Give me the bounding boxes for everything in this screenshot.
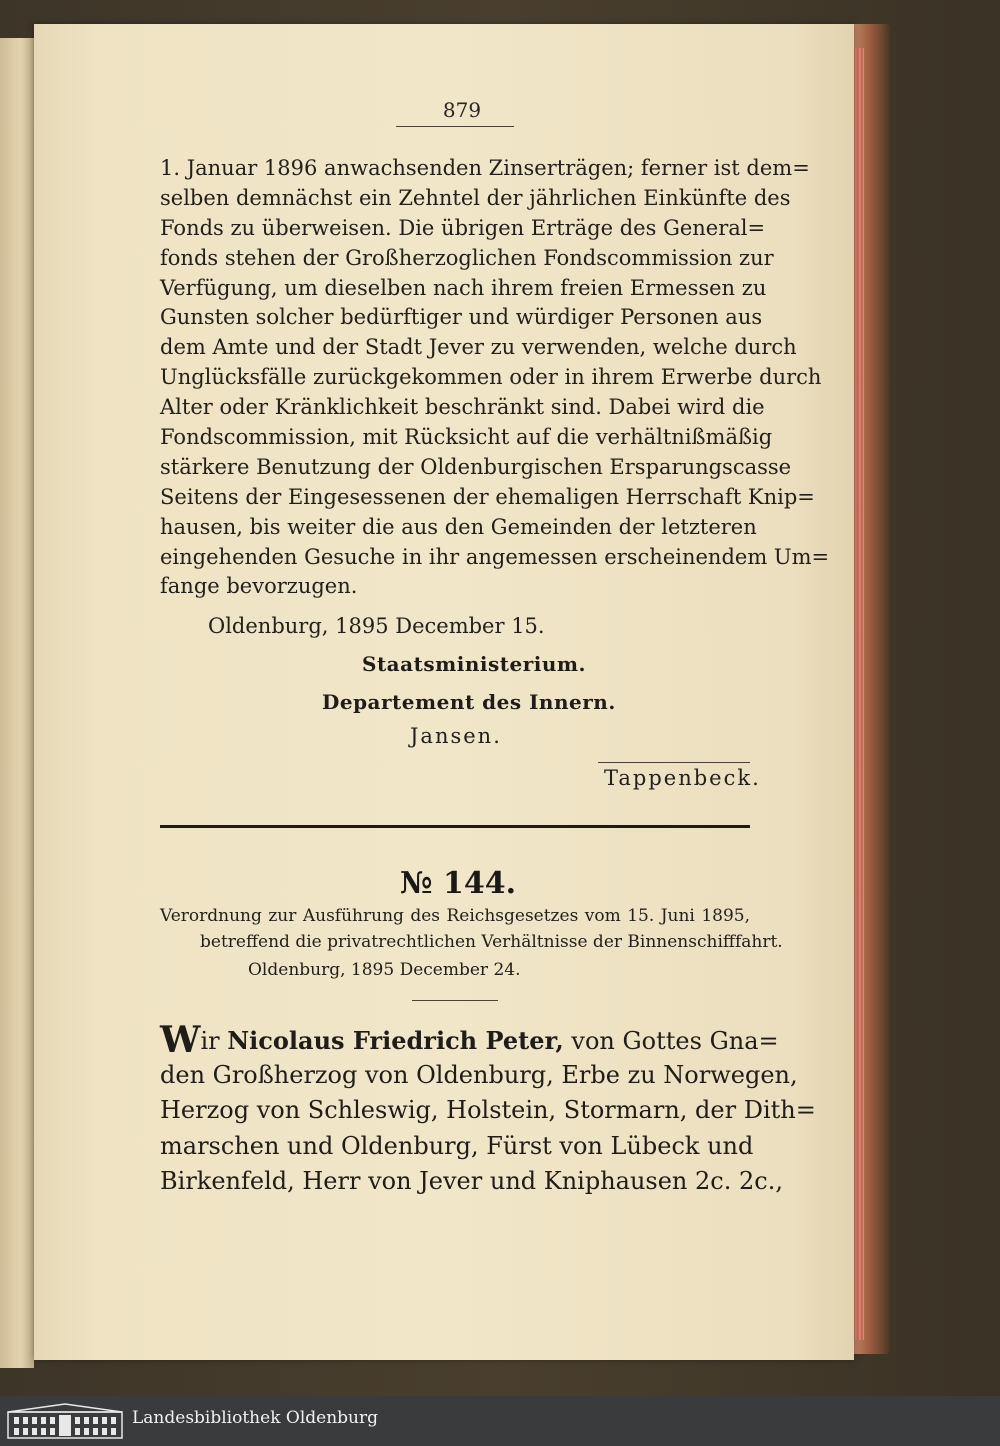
footer-bar [0, 1396, 1000, 1446]
body-line: hausen, bis weiter die aus den Gemeinden der letzteren [160, 514, 757, 539]
body-line: 1. Januar 1896 anwachsenden Zinserträgen; ferner ist dem= [160, 156, 810, 180]
library-building-icon [6, 1402, 124, 1440]
signature-jansen: Jansen. [410, 724, 502, 748]
body-line: stärkere Benutzung der Oldenburgischen Ersparungscasse [160, 454, 792, 479]
ordinance-title-line-2: betreffend die privatrechtlichen Verhältnisse der Binnenschifffahrt. [200, 932, 783, 952]
decree-line: Herzog von Schleswig, Holstein, Stormarn, der Dith= [160, 1096, 816, 1124]
drop-initial: W [160, 1019, 201, 1061]
place-date: Oldenburg, 1895 December 15. [208, 614, 545, 638]
library-name: Landesbibliothek Oldenburg [132, 1408, 379, 1428]
body-line: Unglücksfälle zurückgekommen oder in ihrem Erwerbe durch [160, 365, 822, 390]
body-line: selben demnächst ein Zehntel der jährlichen Einkünfte des [160, 185, 791, 210]
decree-line: Birkenfeld, Herr von Jever und Kniphausen 2c. 2c., [160, 1167, 783, 1195]
section-divider [160, 825, 750, 828]
sovereign-name: Nicolaus Friedrich Peter, [227, 1026, 564, 1055]
signature-rule [598, 762, 750, 763]
previous-page-sliver [0, 38, 34, 1368]
body-line: eingehenden Gesuche in ihr angemessen erscheinendem Um= [160, 544, 830, 569]
page-number: 879 [442, 98, 482, 122]
department-heading: Departement des Innern. [322, 690, 616, 714]
page-number-rule [396, 126, 514, 127]
body-paragraph [160, 154, 830, 602]
body-line: Alter oder Kränklichkeit beschränkt sind. Dabei wird die [160, 395, 765, 420]
signature-tappenbeck: Tappenbeck. [604, 766, 761, 790]
title-rule [412, 1000, 498, 1001]
body-line: Gunsten solcher bedürftiger und würdiger Personen aus [160, 305, 763, 330]
body-line: fonds stehen der Großherzoglichen Fondscommission zur [160, 245, 774, 270]
decree-line [160, 1019, 779, 1061]
body-line: Fondscommission, mit Rücksicht auf die verhältnißmäßig [160, 425, 773, 450]
body-line: fange bevorzugen. [160, 574, 358, 599]
decree-line: marschen und Oldenburg, Fürst von Lübeck und [160, 1131, 754, 1160]
decree-line1-tail: von Gottes Gna= [563, 1027, 779, 1055]
body-line: dem Amte und der Stadt Jever zu verwenden, welche durch [160, 335, 797, 360]
body-line: Seitens der Eingesessenen der ehemaligen Herrschaft Knip= [160, 484, 815, 509]
decree-paragraph [160, 1019, 816, 1200]
ordinance-date: Oldenburg, 1895 December 24. [248, 960, 521, 980]
ordinance-title-line-1: Verordnung zur Ausführung des Reichsgesetzes vom 15. Juni 1895, [160, 906, 750, 926]
body-line: Fonds zu überweisen. Die übrigen Erträge des General= [160, 215, 766, 240]
ministry-heading: Staatsministerium. [362, 652, 587, 676]
section-number: № 144. [400, 866, 517, 901]
decree-line1-start: ir [200, 1027, 228, 1055]
body-line: Verfügung, um dieselben nach ihrem freien Ermessen zu [160, 275, 767, 300]
decree-line: den Großherzog von Oldenburg, Erbe zu Norwegen, [160, 1060, 798, 1089]
